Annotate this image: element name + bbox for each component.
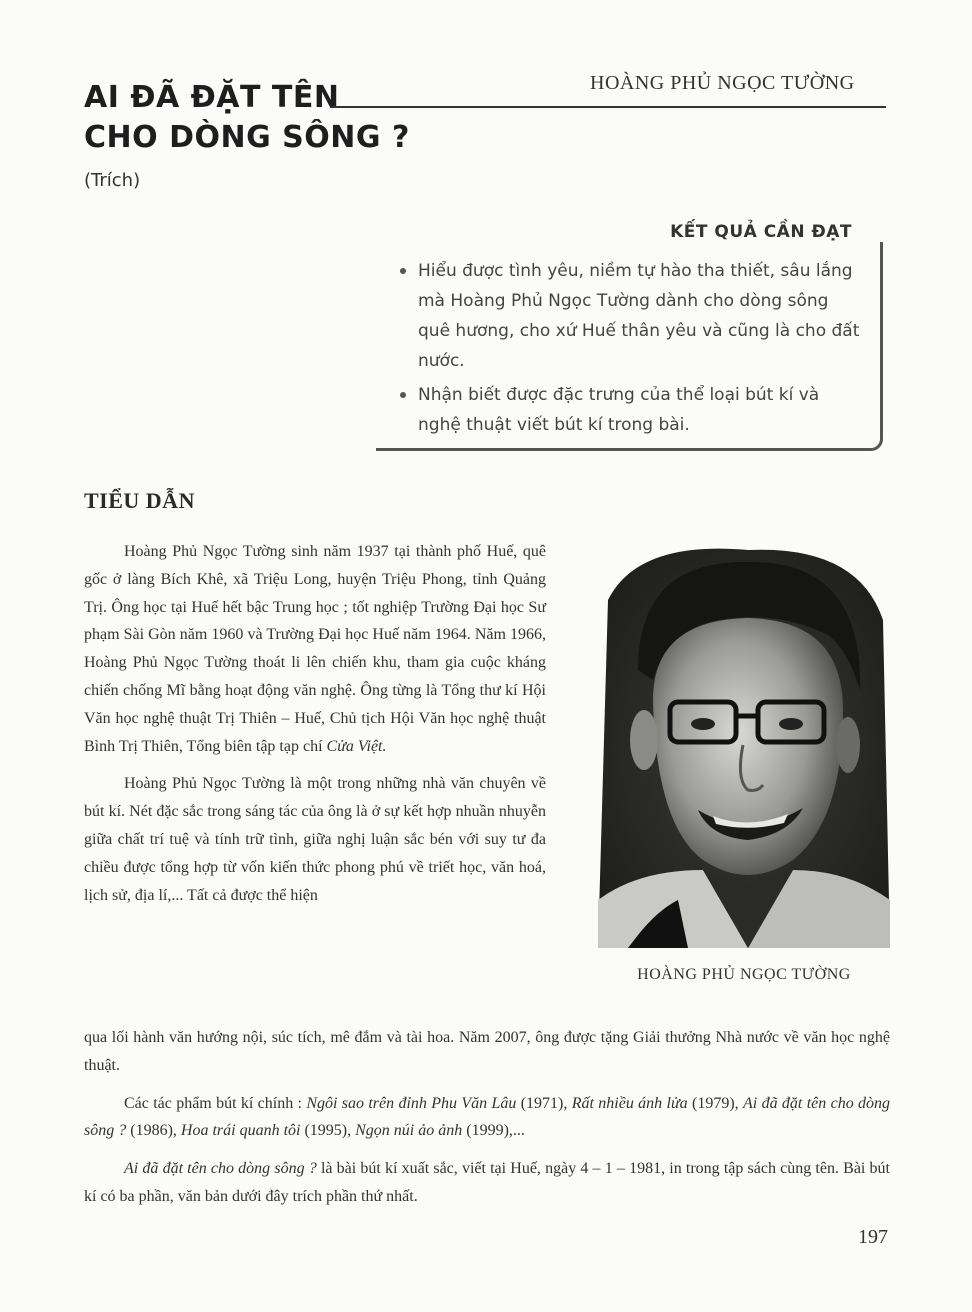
excerpt-note: (Trích) xyxy=(84,170,141,191)
author-header: HOÀNG PHỦ NGỌC TƯỜNG xyxy=(590,72,855,94)
intro-column xyxy=(84,538,546,919)
work-year: (1999),... xyxy=(462,1122,525,1140)
lesson-title xyxy=(84,78,410,158)
portrait-caption: HOÀNG PHỦ NGỌC TƯỜNG xyxy=(637,966,851,983)
paragraph-style-continued: qua lối hành văn hướng nội, súc tích, mê đắm và tài hoa. Năm 2007, ông được tặng Giải thưởng Nhà nước về văn học nghệ thuật. xyxy=(84,1029,890,1074)
work-title: Ngọn núi ảo ảnh xyxy=(355,1122,463,1140)
work-title: Ngôi sao trên đỉnh Phu Văn Lâu xyxy=(306,1094,517,1112)
page-number: 197 xyxy=(858,1226,888,1248)
works-lead: Các tác phẩm bút kí chính : xyxy=(124,1094,307,1112)
work-title: Ai đã đặt tên cho dòng sông ? xyxy=(84,1094,891,1140)
paragraph-biography xyxy=(84,538,546,760)
author-portrait xyxy=(598,540,890,948)
paragraph-works xyxy=(84,1090,890,1146)
objective-item xyxy=(398,256,860,376)
section-heading: TIỂU DẪN xyxy=(84,488,195,513)
magazine-title: Cửa Việt. xyxy=(326,737,387,755)
work-title: Hoa trái quanh tôi xyxy=(180,1122,301,1140)
work-year: (1971), xyxy=(516,1094,572,1112)
objectives-box xyxy=(376,222,882,450)
title-line-2: CHO DÒNG SÔNG ? xyxy=(84,120,410,155)
objectives-heading: KẾT QUẢ CẦN ĐẠT xyxy=(670,222,852,242)
paragraph-excerpt-info xyxy=(84,1155,890,1211)
work-year: (1979), xyxy=(687,1094,744,1112)
bullet-icon xyxy=(400,392,406,398)
intro-full-width xyxy=(84,1024,890,1211)
work-title: Rất nhiều ánh lửa xyxy=(571,1094,688,1112)
objective-item xyxy=(398,380,860,440)
title-rule xyxy=(330,106,886,108)
objectives-list xyxy=(398,256,860,444)
objective-text: Hiểu được tình yêu, niềm tự hào tha thiết, sâu lắng mà Hoàng Phủ Ngọc Tường dành cho dòng sông quê hương, cho xứ Huế thân yêu và cũng là cho đất nước. xyxy=(418,261,860,371)
paragraph-style: Hoàng Phủ Ngọc Tường là một trong những nhà văn chuyên về bút kí. Nét đặc sắc trong sáng tác của ông là ở sự kết hợp nhuần nhuyễn giữa chất trí tuệ và tính trữ tình, giữa nghị luận sắc bén với suy tư đa chiều được tổng hợp từ vốn kiến thức phong phú về triết học, văn hoá, lịch sử, địa lí,... Tất cả được thể hiện xyxy=(84,775,546,904)
biography-text: Hoàng Phủ Ngọc Tường sinh năm 1937 tại thành phố Huế, quê gốc ở làng Bích Khê, xã Triệu Long, huyện Triệu Phong, tỉnh Quảng Trị. Ông học tại Huế hết bậc Trung học ; tốt nghiệp Trường Đại học Sư phạm Sài Gòn năm 1960 và Trường Đại học Huế năm 1964. Năm 1966, Hoàng Phủ Ngọc Tường thoát li lên chiến khu, tham gia cuộc kháng chiến chống Mĩ bằng hoạt động văn nghệ. Ông từng là Tổng thư kí Hội Văn học nghệ thuật Trị Thiên – Huế, Chủ tịch Hội Văn học nghệ thuật Bình Trị Thiên, Tổng biên tập tạp chí xyxy=(84,543,546,755)
work-year: (1986), xyxy=(126,1122,181,1140)
portrait-photo xyxy=(598,540,890,948)
excerpt-info-text: là bài bút kí xuất sắc, viết tại Huế, ngày 4 – 1 – 1981, in trong tập sách cùng tên. Bài bút kí có ba phần, văn bản dưới đây trích phần thứ nhất. xyxy=(84,1160,890,1205)
work-year: (1995), xyxy=(300,1122,356,1140)
bullet-icon xyxy=(400,268,406,274)
objective-text: Nhận biết được đặc trưng của thể loại bút kí và nghệ thuật viết bút kí trong bài. xyxy=(418,385,820,435)
essay-title: Ai đã đặt tên cho dòng sông ? xyxy=(124,1160,317,1178)
title-line-1: AI ĐÃ ĐẶT TÊN xyxy=(84,80,340,115)
